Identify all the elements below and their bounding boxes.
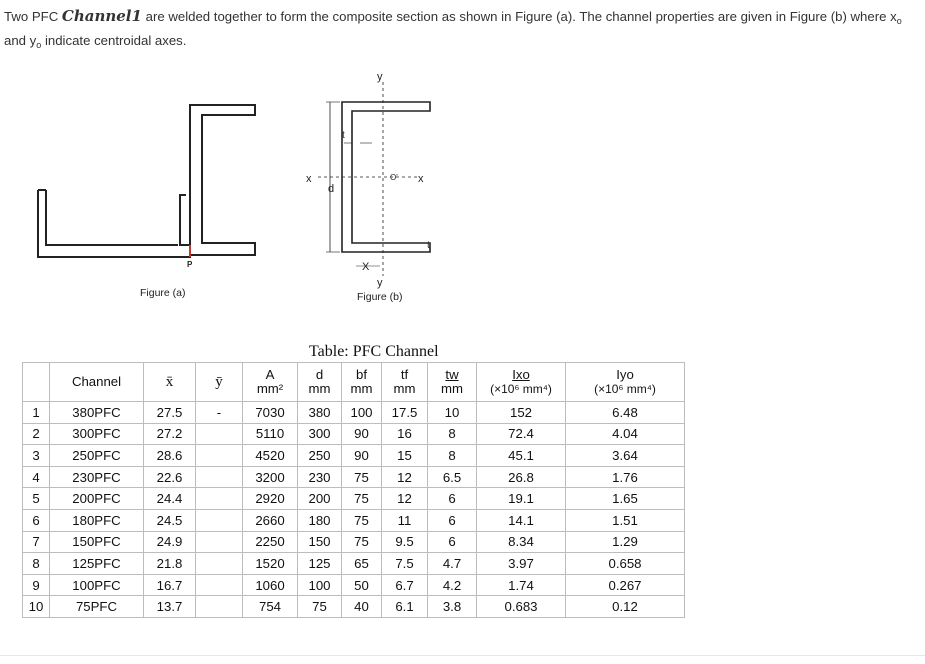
table-cell: 10: [23, 596, 50, 618]
table-cell: 380: [298, 402, 342, 424]
table-cell: 0.658: [566, 553, 685, 575]
table-cell: 7.5: [382, 553, 428, 575]
header-xbar: x̄: [144, 363, 196, 402]
header-index: [23, 363, 50, 402]
table-cell: 1.74: [477, 574, 566, 596]
table-cell: 3: [23, 445, 50, 467]
figure-a-diagram: [30, 95, 260, 280]
table-cell: 150PFC: [50, 531, 144, 553]
table-cell: 230: [298, 466, 342, 488]
table-cell: 180PFC: [50, 509, 144, 531]
table-cell: 8: [23, 553, 50, 575]
table-row: [23, 509, 685, 531]
table-row: [23, 423, 685, 445]
table-cell: 12: [382, 466, 428, 488]
table-cell: 3.97: [477, 553, 566, 575]
table-cell: 27.2: [144, 423, 196, 445]
table-cell: [196, 596, 243, 618]
table-cell: 75: [342, 466, 382, 488]
table-cell: 75: [342, 488, 382, 510]
table-cell: 75: [298, 596, 342, 618]
table-cell: 300: [298, 423, 342, 445]
table-cell: 6.7: [382, 574, 428, 596]
point-p-label: P: [187, 260, 193, 269]
label-o-prime: O': [390, 173, 398, 182]
table-row: [23, 445, 685, 467]
table-cell: [196, 466, 243, 488]
table-cell: 4520: [243, 445, 298, 467]
table-row: [23, 553, 685, 575]
table-cell: 200: [298, 488, 342, 510]
table-cell: 11: [382, 509, 428, 531]
table-cell: 1.76: [566, 466, 685, 488]
table-cell: [196, 531, 243, 553]
table-cell: 72.4: [477, 423, 566, 445]
label-xbar: X: [362, 261, 370, 273]
divider: [0, 655, 925, 656]
table-cell: [196, 445, 243, 467]
table-cell: 6.5: [428, 466, 477, 488]
label-xo-right: x: [418, 173, 424, 185]
table-cell: 3.64: [566, 445, 685, 467]
table-cell: 24.9: [144, 531, 196, 553]
table-cell: 4: [23, 466, 50, 488]
table-cell: 4.2: [428, 574, 477, 596]
table-cell: 6: [428, 509, 477, 531]
table-cell: 1.65: [566, 488, 685, 510]
table-cell: 2660: [243, 509, 298, 531]
table-cell: 100: [298, 574, 342, 596]
pfc-channel-table: [22, 362, 685, 618]
table-cell: 65: [342, 553, 382, 575]
table-cell: 22.6: [144, 466, 196, 488]
table-cell: 7: [23, 531, 50, 553]
table-cell: 100PFC: [50, 574, 144, 596]
table-cell: 1060: [243, 574, 298, 596]
table-cell: 24.4: [144, 488, 196, 510]
table-cell: 15: [382, 445, 428, 467]
table-cell: 200PFC: [50, 488, 144, 510]
table-row: [23, 531, 685, 553]
table-cell: 24.5: [144, 509, 196, 531]
table-cell: 125PFC: [50, 553, 144, 575]
table-cell: 250: [298, 445, 342, 467]
table-cell: 1.51: [566, 509, 685, 531]
header-flange-width: bf mm: [342, 363, 382, 402]
figure-a-caption: Figure (a): [140, 287, 186, 299]
table-row: [23, 402, 685, 424]
table-cell: 8: [428, 445, 477, 467]
table-cell: 40: [342, 596, 382, 618]
table-cell: 100: [342, 402, 382, 424]
table-cell: [196, 574, 243, 596]
table-cell: 26.8: [477, 466, 566, 488]
table-row: [23, 574, 685, 596]
header-web-thickness: tw mm: [428, 363, 477, 402]
header-channel: Channel: [50, 363, 144, 402]
table-cell: 28.6: [144, 445, 196, 467]
table-cell: 75PFC: [50, 596, 144, 618]
label-yo-top: y: [377, 71, 383, 83]
table-cell: 6.1: [382, 596, 428, 618]
table-cell: 75: [342, 509, 382, 531]
header-depth: d mm: [298, 363, 342, 402]
table-cell: 9: [23, 574, 50, 596]
table-cell: 2: [23, 423, 50, 445]
table-cell: 1.29: [566, 531, 685, 553]
label-tw: t: [342, 130, 345, 141]
table-cell: 1520: [243, 553, 298, 575]
table-cell: 90: [342, 445, 382, 467]
header-flange-thickness: tf mm: [382, 363, 428, 402]
label-yo-bottom: y: [377, 277, 383, 289]
table-cell: 21.8: [144, 553, 196, 575]
table-cell: 6: [428, 488, 477, 510]
table-cell: 152: [477, 402, 566, 424]
table-cell: 380PFC: [50, 402, 144, 424]
table-header-row: [23, 363, 685, 402]
table-cell: 3200: [243, 466, 298, 488]
table-cell: 3.8: [428, 596, 477, 618]
table-cell: 5110: [243, 423, 298, 445]
table-cell: 150: [298, 531, 342, 553]
header-iyo: Iyo (×10⁶ mm⁴): [566, 363, 685, 402]
label-xo-left: x: [306, 173, 312, 185]
table-cell: -: [196, 402, 243, 424]
figure-b-diagram: [300, 68, 450, 293]
table-row: [23, 596, 685, 618]
table-cell: 250PFC: [50, 445, 144, 467]
header-area: A mm²: [243, 363, 298, 402]
table-cell: 90: [342, 423, 382, 445]
table-cell: 300PFC: [50, 423, 144, 445]
table-cell: [196, 553, 243, 575]
table-cell: 6: [23, 509, 50, 531]
table-cell: 180: [298, 509, 342, 531]
table-cell: 50: [342, 574, 382, 596]
table-cell: 0.267: [566, 574, 685, 596]
table-cell: 13.7: [144, 596, 196, 618]
table-cell: [196, 509, 243, 531]
table-cell: 8.34: [477, 531, 566, 553]
table-cell: 230PFC: [50, 466, 144, 488]
table-cell: 14.1: [477, 509, 566, 531]
table-cell: 2250: [243, 531, 298, 553]
table-cell: 12: [382, 488, 428, 510]
table-cell: [196, 423, 243, 445]
table-cell: 9.5: [382, 531, 428, 553]
table-cell: 1: [23, 402, 50, 424]
table-cell: 27.5: [144, 402, 196, 424]
table-cell: 5: [23, 488, 50, 510]
header-ixo: Ixo (×10⁶ mm⁴): [477, 363, 566, 402]
table-cell: 45.1: [477, 445, 566, 467]
table-cell: 0.12: [566, 596, 685, 618]
table-cell: [196, 488, 243, 510]
table-cell: 6: [428, 531, 477, 553]
table-cell: 754: [243, 596, 298, 618]
table-cell: 8: [428, 423, 477, 445]
table-cell: 2920: [243, 488, 298, 510]
table-row: [23, 488, 685, 510]
problem-statement: Two PFC Channel1 are welded together to form the composite section as shown in Figure (a). The channel properties are given in Figure (b) where $x_o$ and $y_o$ indicate centroidal axes.: [4, 7, 902, 50]
table-cell: 10: [428, 402, 477, 424]
table-title: Table: PFC Channel: [309, 343, 439, 360]
table-cell: 0.683: [477, 596, 566, 618]
label-tf: t: [427, 240, 430, 251]
table-cell: 19.1: [477, 488, 566, 510]
table-row: [23, 466, 685, 488]
header-ybar: ȳ: [196, 363, 243, 402]
table-cell: 16.7: [144, 574, 196, 596]
figure-b-caption: Figure (b): [357, 291, 403, 303]
table-cell: 4.04: [566, 423, 685, 445]
table-cell: 125: [298, 553, 342, 575]
label-d: d: [328, 183, 335, 195]
table-cell: 6.48: [566, 402, 685, 424]
channel-term: Channel1: [61, 7, 142, 25]
table-cell: 75: [342, 531, 382, 553]
table-cell: 17.5: [382, 402, 428, 424]
table-cell: 7030: [243, 402, 298, 424]
table-cell: 4.7: [428, 553, 477, 575]
table-cell: 16: [382, 423, 428, 445]
